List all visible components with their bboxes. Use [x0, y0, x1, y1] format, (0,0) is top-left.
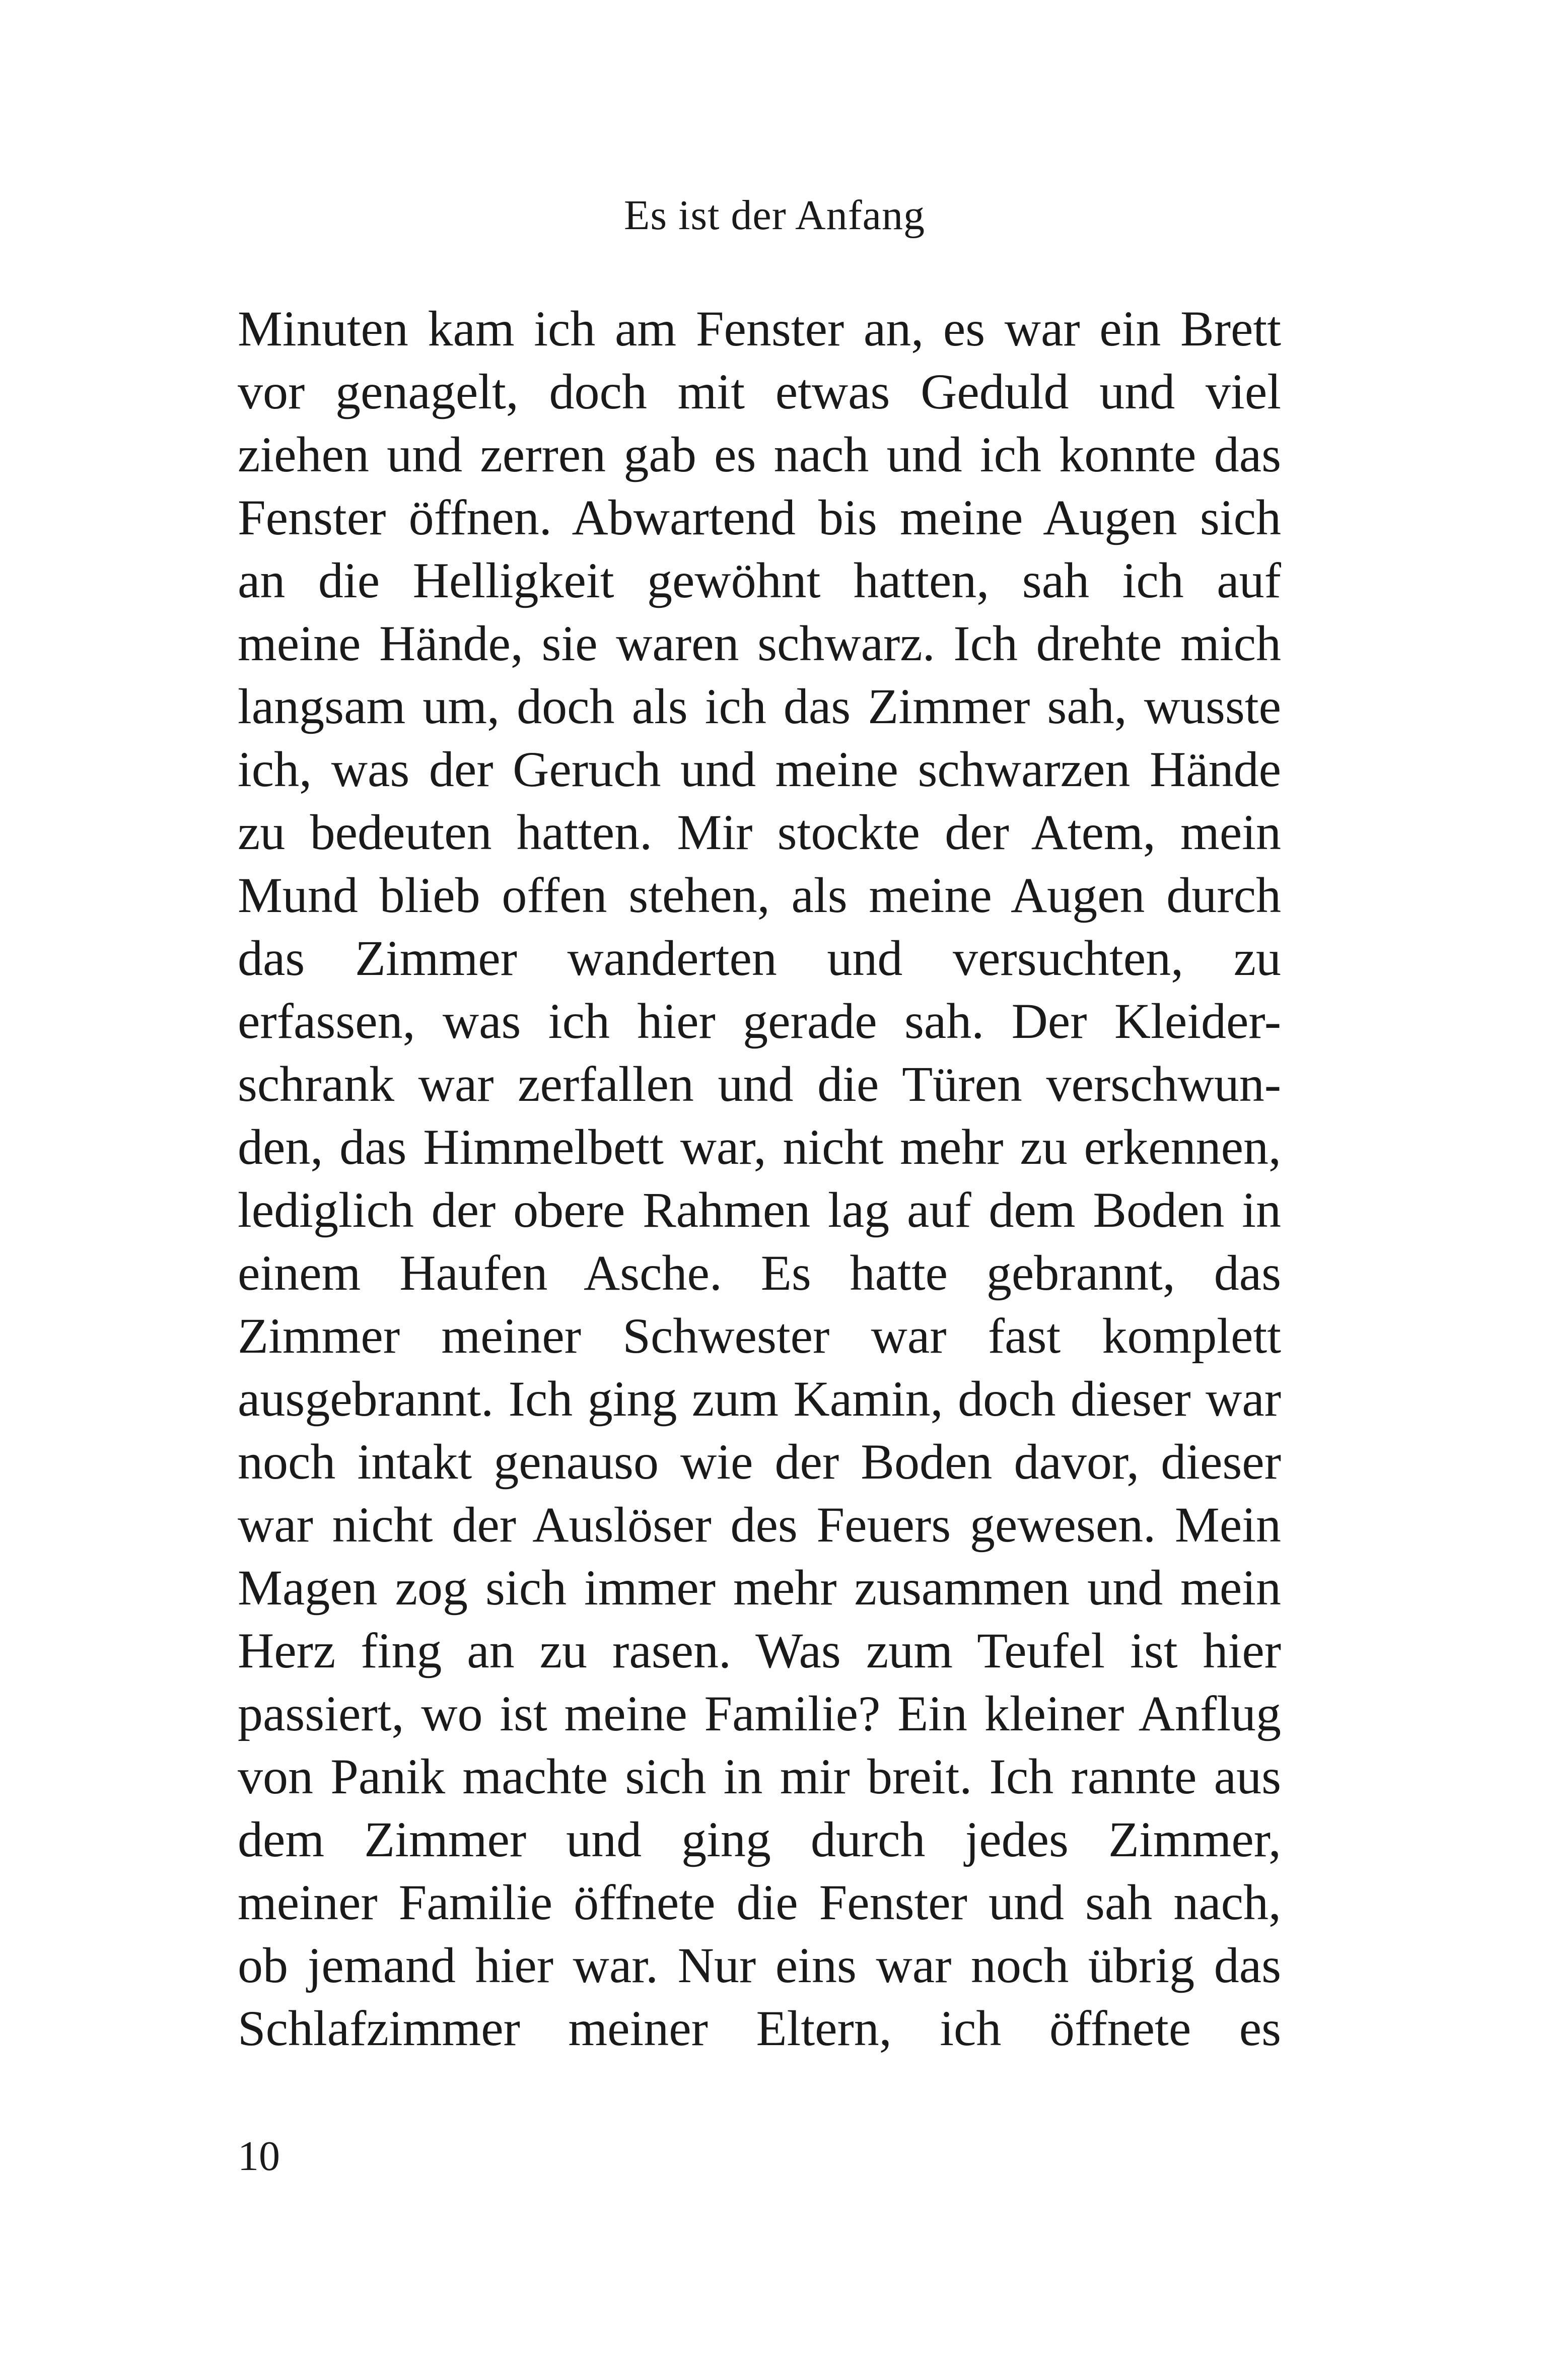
- page-number: 10: [238, 2133, 280, 2180]
- text-line: Herz fing an zu rasen. Was zum Teufel ist hier: [238, 1623, 1281, 1678]
- text-line: Mund blieb offen stehen, als meine Augen durch: [238, 867, 1281, 923]
- text-line: ausgebrannt. Ich ging zum Kamin, doch dieser war: [238, 1371, 1281, 1427]
- text-line: den, das Himmelbett war, nicht mehr zu erkennen,: [238, 1119, 1281, 1175]
- text-line: meine Hände, sie waren schwarz. Ich drehte mich: [238, 615, 1281, 671]
- text-line: erfassen, was ich hier gerade sah. Der Kleider-: [238, 993, 1281, 1049]
- text-line: vor genagelt, doch mit etwas Geduld und viel: [238, 364, 1281, 419]
- running-header: Es ist der Anfang: [624, 192, 925, 239]
- body-text: [238, 297, 1281, 2060]
- text-line: war nicht der Auslöser des Feuers gewesen. Mein: [238, 1497, 1281, 1553]
- text-line: lediglich der obere Rahmen lag auf dem Boden in: [238, 1182, 1281, 1238]
- text-line: Schlafzimmer meiner Eltern, ich öffnete es: [238, 2000, 1281, 2056]
- text-line: noch intakt genauso wie der Boden davor, dieser: [238, 1434, 1281, 1490]
- text-line: langsam um, doch als ich das Zimmer sah, wusste: [238, 678, 1281, 734]
- text-line: schrank war zerfallen und die Türen verschwun-: [238, 1056, 1281, 1112]
- text-line: von Panik machte sich in mir breit. Ich rannte aus: [238, 1748, 1281, 1804]
- text-line: dem Zimmer und ging durch jedes Zimmer,: [238, 1811, 1281, 1867]
- text-line: meiner Familie öffnete die Fenster und sah nach,: [238, 1874, 1281, 1930]
- text-line: Zimmer meiner Schwester war fast komplett: [238, 1308, 1281, 1364]
- text-line: das Zimmer wanderten und versuchten, zu: [238, 930, 1281, 986]
- text-line: Magen zog sich immer mehr zusammen und mein: [238, 1560, 1281, 1616]
- text-line: zu bedeuten hatten. Mir stockte der Atem, mein: [238, 804, 1281, 860]
- text-line: Minuten kam ich am Fenster an, es war ein Brett: [238, 301, 1281, 357]
- text-line: ob jemand hier war. Nur eins war noch übrig das: [238, 1937, 1281, 1993]
- text-line: an die Helligkeit gewöhnt hatten, sah ich auf: [238, 552, 1281, 608]
- text-line: passiert, wo ist meine Familie? Ein kleiner Anflug: [238, 1686, 1281, 1741]
- text-line: ich, was der Geruch und meine schwarzen Hände: [238, 741, 1281, 797]
- text-line: ziehen und zerren gab es nach und ich konnte das: [238, 427, 1281, 482]
- text-line: einem Haufen Asche. Es hatte gebrannt, das: [238, 1245, 1281, 1301]
- text-line: Fenster öffnen. Abwartend bis meine Augen sich: [238, 489, 1281, 545]
